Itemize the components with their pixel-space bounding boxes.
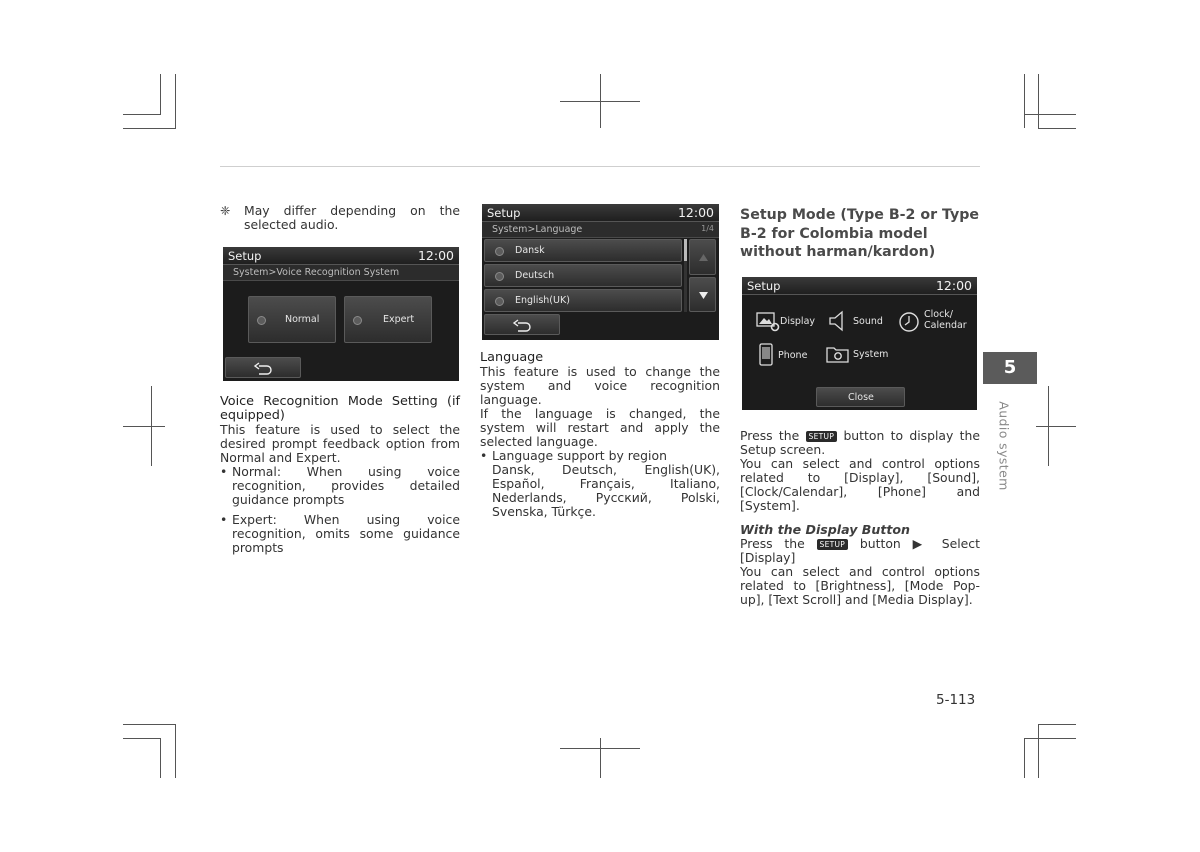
language-label: English(UK) (515, 295, 570, 306)
screen-header (742, 277, 977, 295)
crop-mark (1038, 74, 1039, 128)
note-text: May differ depending on the selected audio. (244, 203, 460, 232)
crop-mark (123, 128, 176, 129)
crop-mark (1038, 724, 1076, 725)
setup-paragraph-3 (740, 537, 980, 565)
press-text: Press the (740, 428, 800, 443)
language-item-deutsch[interactable] (484, 264, 682, 287)
list-item: • Language support by region (480, 448, 667, 463)
press-text-end: button to display the Setup screen. (740, 428, 980, 457)
triangle-down-icon (690, 278, 717, 313)
chapter-title: Audio system (996, 401, 1012, 491)
calendar-label: Calendar (924, 320, 967, 331)
language-item-english-uk[interactable] (484, 289, 682, 312)
clock-icon (898, 311, 920, 333)
setup-paragraph-4: You can select and control options related to [Brightness], [Mode Pop-up], [Text Scroll] and [Media Display]. (740, 564, 980, 607)
back-button[interactable] (225, 357, 301, 378)
setup-screen (742, 277, 977, 410)
crop-mark (1038, 128, 1076, 129)
back-arrow-icon (485, 315, 561, 336)
close-label: Close (848, 392, 874, 403)
crop-mark (160, 74, 161, 114)
screen-breadcrumb (223, 265, 459, 281)
screen-title: Setup (228, 249, 262, 263)
back-arrow-icon (226, 358, 302, 379)
expert-option-button[interactable] (344, 296, 432, 343)
header-rule (220, 166, 980, 167)
crop-mark (1024, 114, 1076, 115)
crop-mark (1024, 738, 1076, 739)
radio-icon (495, 247, 504, 256)
phone-label: Phone (778, 350, 808, 361)
list-item: • Normal: When using voice recognition, provides detailed guidance prompts (220, 464, 460, 507)
scroll-down-button[interactable] (689, 277, 716, 312)
language-paragraph-2: If the language is changed, the system will restart and apply the selected language. (480, 406, 720, 449)
page-number: 5-113 (936, 692, 976, 708)
crop-mark (1038, 724, 1039, 778)
crop-mark (160, 738, 161, 778)
crop-mark (123, 114, 161, 115)
bullet-text: Normal: When using voice recognition, provides detailed guidance prompts (232, 464, 460, 507)
normal-label: Normal (285, 314, 320, 325)
crop-mark (600, 738, 601, 778)
setup-paragraph-1 (740, 429, 980, 457)
clock-label: Clock/ (924, 309, 954, 320)
chapter-tab: 5 (983, 352, 1037, 384)
crop-mark (1024, 738, 1025, 778)
crop-mark (123, 724, 176, 725)
bullet-text: Expert: When using voice recognition, omits some guidance prompts (232, 512, 460, 555)
crop-mark (1024, 74, 1025, 128)
setup-key-icon: SETUP (817, 539, 849, 550)
column-2-body (480, 351, 720, 519)
crop-mark (123, 738, 161, 739)
phone-menu-item[interactable] (758, 343, 820, 367)
screen-breadcrumb (482, 222, 719, 238)
expert-label: Expert (383, 314, 415, 325)
bullet-text: Language support by region (492, 448, 667, 463)
normal-option-button[interactable] (248, 296, 336, 343)
screen-header (482, 204, 719, 222)
language-list: Dansk, Deutsch, English(UK), Español, Français, Italiano, Nederlands, Русский, Polski, Svenska, Türkçe. (492, 462, 720, 519)
crop-mark (123, 426, 165, 427)
language-paragraph-1: This feature is used to change the system and voice recognition language. (480, 364, 720, 407)
press-text-end: button ▶ Select [Display] (740, 536, 980, 565)
crop-mark (175, 74, 176, 128)
voice-recognition-screen (223, 247, 459, 381)
triangle-up-icon (690, 240, 717, 276)
language-item-dansk[interactable] (484, 239, 682, 262)
column-1 (220, 204, 460, 232)
language-label: Dansk (515, 245, 545, 256)
scrollbar[interactable] (684, 239, 687, 312)
display-menu-item[interactable] (756, 311, 824, 335)
voice-recognition-paragraph: This feature is used to select the desired prompt feedback option from Normal and Expert. (220, 422, 460, 465)
column-3 (740, 204, 980, 262)
voice-recognition-heading: Voice Recognition Mode Setting (if equipped) (220, 394, 460, 423)
back-button[interactable] (484, 314, 560, 335)
note (220, 204, 460, 232)
display-settings-icon (756, 311, 780, 333)
radio-icon (353, 316, 362, 325)
screen-title: Setup (487, 206, 521, 220)
display-button-heading: With the Display Button (740, 522, 911, 537)
setup-paragraph-2: You can select and control options related to [Display], [Sound], [Clock/Calendar], [Phone] and [System]. (740, 456, 980, 513)
column-3-body (740, 429, 980, 607)
crop-mark (1036, 426, 1076, 427)
screen-clock: 12:00 (417, 248, 454, 263)
screen-clock: 12:00 (677, 205, 714, 220)
display-label: Display (780, 316, 816, 327)
crop-mark (175, 724, 176, 778)
language-screen (482, 204, 719, 340)
radio-icon (257, 316, 266, 325)
note-symbol: ❈ (220, 203, 231, 218)
list-item: • Expert: When using voice recognition, omits some guidance prompts (220, 512, 460, 555)
crop-mark (560, 101, 640, 102)
screen-clock: 12:00 (935, 278, 972, 293)
page-indicator: 1/4 (701, 224, 714, 233)
sound-label: Sound (853, 316, 883, 327)
setup-mode-heading: Setup Mode (Type B-2 or Type B-2 for Colombia model without harman/kardon) (740, 207, 980, 260)
radio-icon (495, 272, 504, 281)
crop-mark (560, 748, 640, 749)
screen-title: Setup (747, 279, 781, 293)
system-folder-icon (826, 344, 850, 364)
screen-header (223, 247, 459, 265)
close-button[interactable] (816, 387, 905, 407)
system-label: System (853, 349, 889, 360)
language-label: Deutsch (515, 270, 555, 281)
clock-calendar-menu-item[interactable] (898, 310, 976, 336)
radio-icon (495, 297, 504, 306)
press-text: Press the (740, 536, 805, 551)
breadcrumb-text: System>Language (492, 224, 583, 235)
system-menu-item[interactable] (826, 344, 896, 368)
sound-menu-item[interactable] (828, 310, 894, 334)
phone-icon (758, 343, 774, 367)
language-heading: Language (480, 350, 544, 365)
setup-key-icon: SETUP (806, 431, 838, 442)
speaker-icon (828, 310, 848, 332)
scrollbar-thumb[interactable] (684, 239, 687, 261)
scroll-up-button[interactable] (689, 239, 716, 275)
column-1-body (220, 395, 460, 555)
breadcrumb-text: System>Voice Recognition System (233, 267, 400, 278)
